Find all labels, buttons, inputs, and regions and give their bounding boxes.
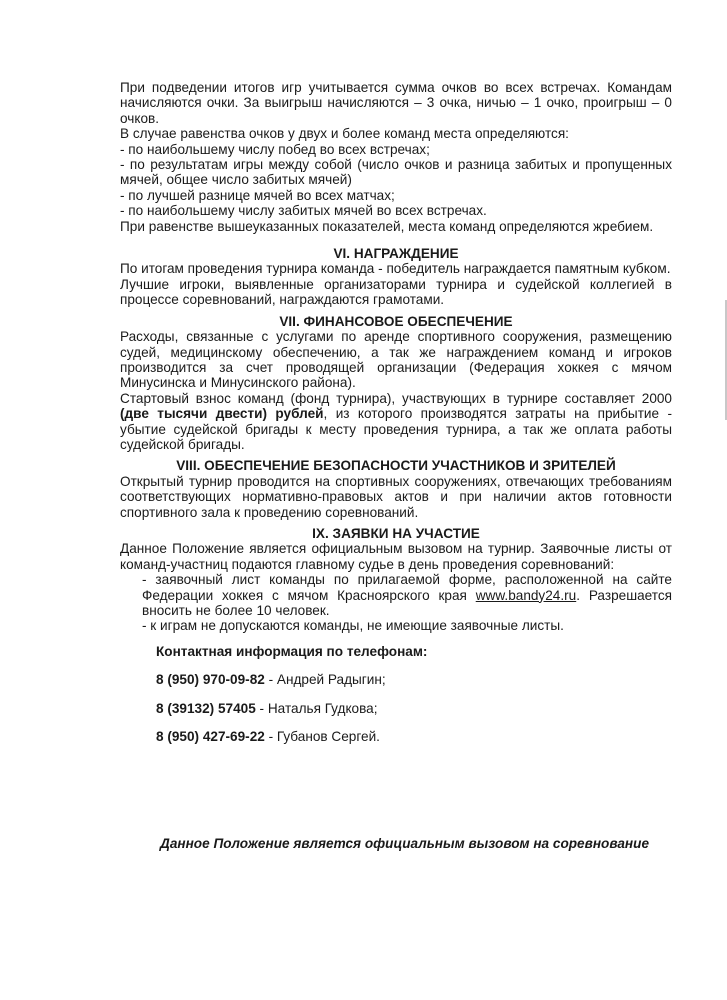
contact-name: - Губанов Сергей.: [264, 729, 380, 745]
section-6-title: VI. НАГРАЖДЕНИЕ: [333, 246, 459, 262]
intro-paragraph-lot: При равенстве вышеуказанных показателей, места команд определяются жребием.: [120, 218, 654, 234]
intro-bullet-goal-difference: - по лучшей разнице мячей во всех матчах;: [120, 187, 395, 203]
section-9-bullet-no-entry: - к играм не допускаются команды, не имеющие заявочные листы.: [142, 618, 564, 634]
section-6-paragraph-diplomas: Лучшие игроки, выявленные организаторами турнира и судейской коллегией в процессе соревнований, награждаются грамотами.: [120, 276, 672, 308]
form-text-start: - заявочный лист команды по прилагаемой форме, расположенной на сайте Федерации хоккея с мячом Красноярского края: [142, 572, 672, 603]
section-9-bullet-form: [120, 572, 672, 618]
section-6-paragraph-cup: По итогам проведения турнира команда - победитель награждается памятным кубком.: [120, 261, 671, 277]
contacts-block: [120, 644, 672, 745]
contact-name: - Андрей Радыгин;: [264, 672, 386, 688]
section-7-title: VII. ФИНАНСОВОЕ ОБЕСПЕЧЕНИЕ: [279, 313, 513, 329]
fee-amount-words: (две тысячи двести) рублей: [120, 406, 324, 422]
intro-paragraph-tie: В случае равенства очков у двух и более команд места определяются:: [120, 126, 569, 142]
footer-official-call: Данное Положение является официальным вызовом на соревнование: [160, 836, 650, 851]
bandy24-link[interactable]: www.bandy24.ru: [475, 587, 577, 603]
section-9-title: IX. ЗАЯВКИ НА УЧАСТИЕ: [312, 525, 480, 541]
section-8-title: VIII. ОБЕСПЕЧЕНИЕ БЕЗОПАСНОСТИ УЧАСТНИКОВ И ЗРИТЕЛЕЙ: [176, 458, 616, 474]
contact-name: - Наталья Гудкова;: [255, 700, 378, 716]
intro-bullet-goals-scored: - по наибольшему числу забитых мячей во всех встречах.: [120, 203, 487, 219]
intro-bullet-wins: - по наибольшему числу побед во всех встречах;: [120, 141, 430, 157]
contact-phone: 8 (950) 970-09-82: [156, 672, 265, 688]
fee-text-end: , из которого производятся затраты на прибытие - убытие судейской бригады к месту проведения турнира, а так же оплата работы судейской бригады.: [120, 406, 672, 452]
contact-row: [156, 672, 672, 687]
contact-phone: 8 (39132) 57405: [156, 700, 256, 716]
fee-text-start: Стартовый взнос команд (фонд турнира), участвующих в турнире составляет 2000: [120, 390, 672, 406]
document-page: [120, 80, 672, 757]
section-7-paragraph-expenses: Расходы, связанные с услугами по аренде спортивного сооружения, размещению судей, медицинскому обеспечению, а так же награждением команд и игроков производится за счет проводящей организации (Федерация хоккея с мячом Минусинска и Минусинского района).: [120, 329, 672, 391]
contact-phone: 8 (950) 427-69-22: [156, 729, 265, 745]
form-text-end: . Разрешается вносить не более 10 человек.: [142, 587, 672, 618]
contact-row: [156, 701, 672, 716]
section-9-paragraph: Данное Положение является официальным вызовом на турнир. Заявочные листы от команд-участниц подаются главному судье в день проведения соревнований:: [120, 541, 672, 572]
section-7-paragraph-fee: [120, 391, 672, 453]
contact-row: [156, 729, 672, 744]
intro-paragraph-scoring: При подведении итогов игр учитывается сумма очков во всех встречах. Командам начисляются очки. За выигрыш начисляются – 3 очка, ничью – 1 очко, проигрыш – 0 очков.: [120, 80, 672, 126]
section-8-paragraph: Открытый турнир проводится на спортивных сооружениях, отвечающих требованиям соответствующих нормативно-правовых актов и при наличии актов готовности спортивного зала к проведению соревнований.: [120, 473, 672, 520]
intro-bullet-head-to-head: - по результатам игры между собой (число очков и разница забитых и пропущенных мячей, общее число забитых мячей): [120, 157, 672, 188]
contacts-title: Контактная информация по телефонам:: [156, 643, 428, 659]
